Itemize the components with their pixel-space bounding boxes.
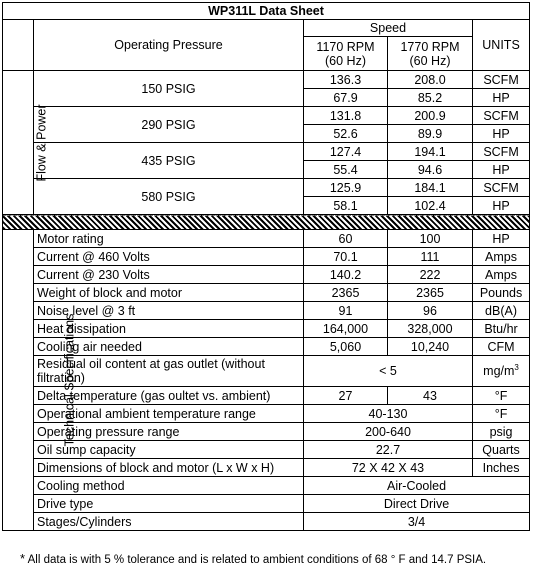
spec-label: Current @ 460 Volts (34, 248, 304, 266)
flow-power-section (3, 71, 530, 215)
flow-row-scfm (3, 71, 530, 89)
rpm-1770-header: 1770 RPM (60 Hz) (388, 37, 473, 71)
spec-label: Stages/Cylinders (34, 513, 304, 531)
spec-value: 200-640 (304, 423, 473, 441)
spec-unit: CFM (473, 338, 530, 356)
hp-1170-value: 55.4 (304, 161, 388, 179)
spec-value-1170: 60 (304, 230, 388, 248)
scfm-1770-value: 200.9 (388, 107, 473, 125)
spec-unit-text: Quarts (482, 442, 520, 457)
spec-row (3, 477, 530, 495)
operating-pressure-header: Operating Pressure (34, 20, 304, 71)
spec-label: Heat dissipation (34, 320, 304, 338)
spec-row (3, 459, 530, 477)
spec-unit: Btu/hr (473, 320, 530, 338)
spec-unit: Pounds (473, 284, 530, 302)
spec-label: Dimensions of block and motor (L x W x H) (34, 459, 304, 477)
spec-label: Cooling air needed (34, 338, 304, 356)
scfm-1170-value: 131.8 (304, 107, 388, 125)
spec-row (3, 302, 530, 320)
header-corner (3, 20, 34, 71)
rpm-1170-header: 1170 RPM (60 Hz) (304, 37, 388, 71)
data-sheet-table (2, 2, 530, 531)
pressure-label: 580 PSIG (34, 179, 304, 215)
hatched-divider (3, 215, 530, 230)
scfm-1170-value: 127.4 (304, 143, 388, 161)
spec-row (3, 356, 530, 387)
spec-unit-text: mg/m (483, 364, 515, 378)
flow-row-scfm (3, 143, 530, 161)
units-header: UNITS (473, 20, 530, 71)
spec-row (3, 230, 530, 248)
spec-unit-text: Inches (482, 460, 520, 475)
hp-unit: HP (473, 197, 530, 215)
hp-unit: HP (473, 125, 530, 143)
flow-row-scfm (3, 107, 530, 125)
spec-value: Air-Cooled (304, 477, 530, 495)
technical-specifications-label: Technical Specifications (3, 230, 34, 531)
scfm-1770-value: 208.0 (388, 71, 473, 89)
scfm-1170-value: 125.9 (304, 179, 388, 197)
pressure-label: 435 PSIG (34, 143, 304, 179)
spec-value-1170: 27 (304, 387, 388, 405)
spec-unit (473, 459, 530, 477)
spec-value: 3/4 (304, 513, 530, 531)
spec-label: Current @ 230 Volts (34, 266, 304, 284)
spec-unit: dB(A) (473, 302, 530, 320)
spec-label: Drive type (34, 495, 304, 513)
spec-label: Oil sump capacity (34, 441, 304, 459)
hp-1170-value: 67.9 (304, 89, 388, 107)
spec-row (3, 405, 530, 423)
spec-row (3, 266, 530, 284)
spec-row (3, 320, 530, 338)
spec-row (3, 495, 530, 513)
spec-value-1170: 91 (304, 302, 388, 320)
spec-label: Operating pressure range (34, 423, 304, 441)
spec-unit: °F (473, 387, 530, 405)
scfm-unit: SCFM (473, 71, 530, 89)
spec-value-1770: 328,000 (388, 320, 473, 338)
spec-row (3, 513, 530, 531)
spec-value-1770: 222 (388, 266, 473, 284)
flow-power-label: Flow & Power (3, 71, 34, 215)
spec-label: Cooling method (34, 477, 304, 495)
spec-label: Noise level @ 3 ft (34, 302, 304, 320)
spec-label: Motor rating (34, 230, 304, 248)
spec-unit (473, 405, 530, 423)
pressure-label: 290 PSIG (34, 107, 304, 143)
hp-1770-value: 89.9 (388, 125, 473, 143)
scfm-unit: SCFM (473, 179, 530, 197)
spec-value: 72 X 42 X 43 (304, 459, 473, 477)
spec-value-1770: 96 (388, 302, 473, 320)
spec-unit-superscript: 3 (514, 362, 519, 372)
spec-value-1170: 5,060 (304, 338, 388, 356)
spec-unit: Amps (473, 248, 530, 266)
spec-row (3, 423, 530, 441)
spec-unit: HP (473, 230, 530, 248)
hp-1770-value: 102.4 (388, 197, 473, 215)
spec-value: 40-130 (304, 405, 473, 423)
spec-unit (473, 441, 530, 459)
spec-unit (473, 423, 530, 441)
spec-value-1770: 100 (388, 230, 473, 248)
spec-value-1170: 140.2 (304, 266, 388, 284)
scfm-1770-value: 194.1 (388, 143, 473, 161)
scfm-unit: SCFM (473, 143, 530, 161)
spec-row (3, 248, 530, 266)
spec-value-1170: 70.1 (304, 248, 388, 266)
spec-unit (473, 356, 530, 387)
sheet-title: WP311L Data Sheet (3, 3, 530, 20)
spec-row (3, 387, 530, 405)
spec-value-1170: 2365 (304, 284, 388, 302)
speed-header: Speed (304, 20, 473, 37)
spec-value-1770: 10,240 (388, 338, 473, 356)
hp-unit: HP (473, 161, 530, 179)
hp-1170-value: 58.1 (304, 197, 388, 215)
spec-label: Operational ambient temperature range (34, 405, 304, 423)
data-sheet (2, 2, 529, 566)
scfm-unit: SCFM (473, 107, 530, 125)
spec-row (3, 441, 530, 459)
flow-row-scfm (3, 179, 530, 197)
spec-value: Direct Drive (304, 495, 530, 513)
spec-value-1770: 43 (388, 387, 473, 405)
technical-specifications-section (3, 230, 530, 531)
hp-unit: HP (473, 89, 530, 107)
spec-unit-text: °F (494, 406, 508, 421)
spec-value-1770: 111 (388, 248, 473, 266)
footnote (20, 551, 486, 566)
spec-row (3, 338, 530, 356)
spec-label: Delta temperature (gas oultet vs. ambient) (34, 387, 304, 405)
pressure-label: 150 PSIG (34, 71, 304, 107)
spec-row (3, 284, 530, 302)
scfm-1770-value: 184.1 (388, 179, 473, 197)
scfm-1170-value: 136.3 (304, 71, 388, 89)
footnote-asterisk: * (20, 551, 26, 566)
hp-1170-value: 52.6 (304, 125, 388, 143)
hp-1770-value: 85.2 (388, 89, 473, 107)
footnote-text: All data is with 5 % tolerance and is related to ambient conditions of 68 ° F and 14.7 PSIA. (27, 554, 487, 566)
spec-value-1770: 2365 (388, 284, 473, 302)
spec-value: 22.7 (304, 441, 473, 459)
spec-label: Residual oil content at gas outlet (without filtration) (34, 356, 304, 387)
spec-value-1170: 164,000 (304, 320, 388, 338)
hp-1770-value: 94.6 (388, 161, 473, 179)
spec-unit-text: psig (489, 424, 513, 439)
spec-value: < 5 (304, 356, 473, 387)
spec-label: Weight of block and motor (34, 284, 304, 302)
spec-unit: Amps (473, 266, 530, 284)
